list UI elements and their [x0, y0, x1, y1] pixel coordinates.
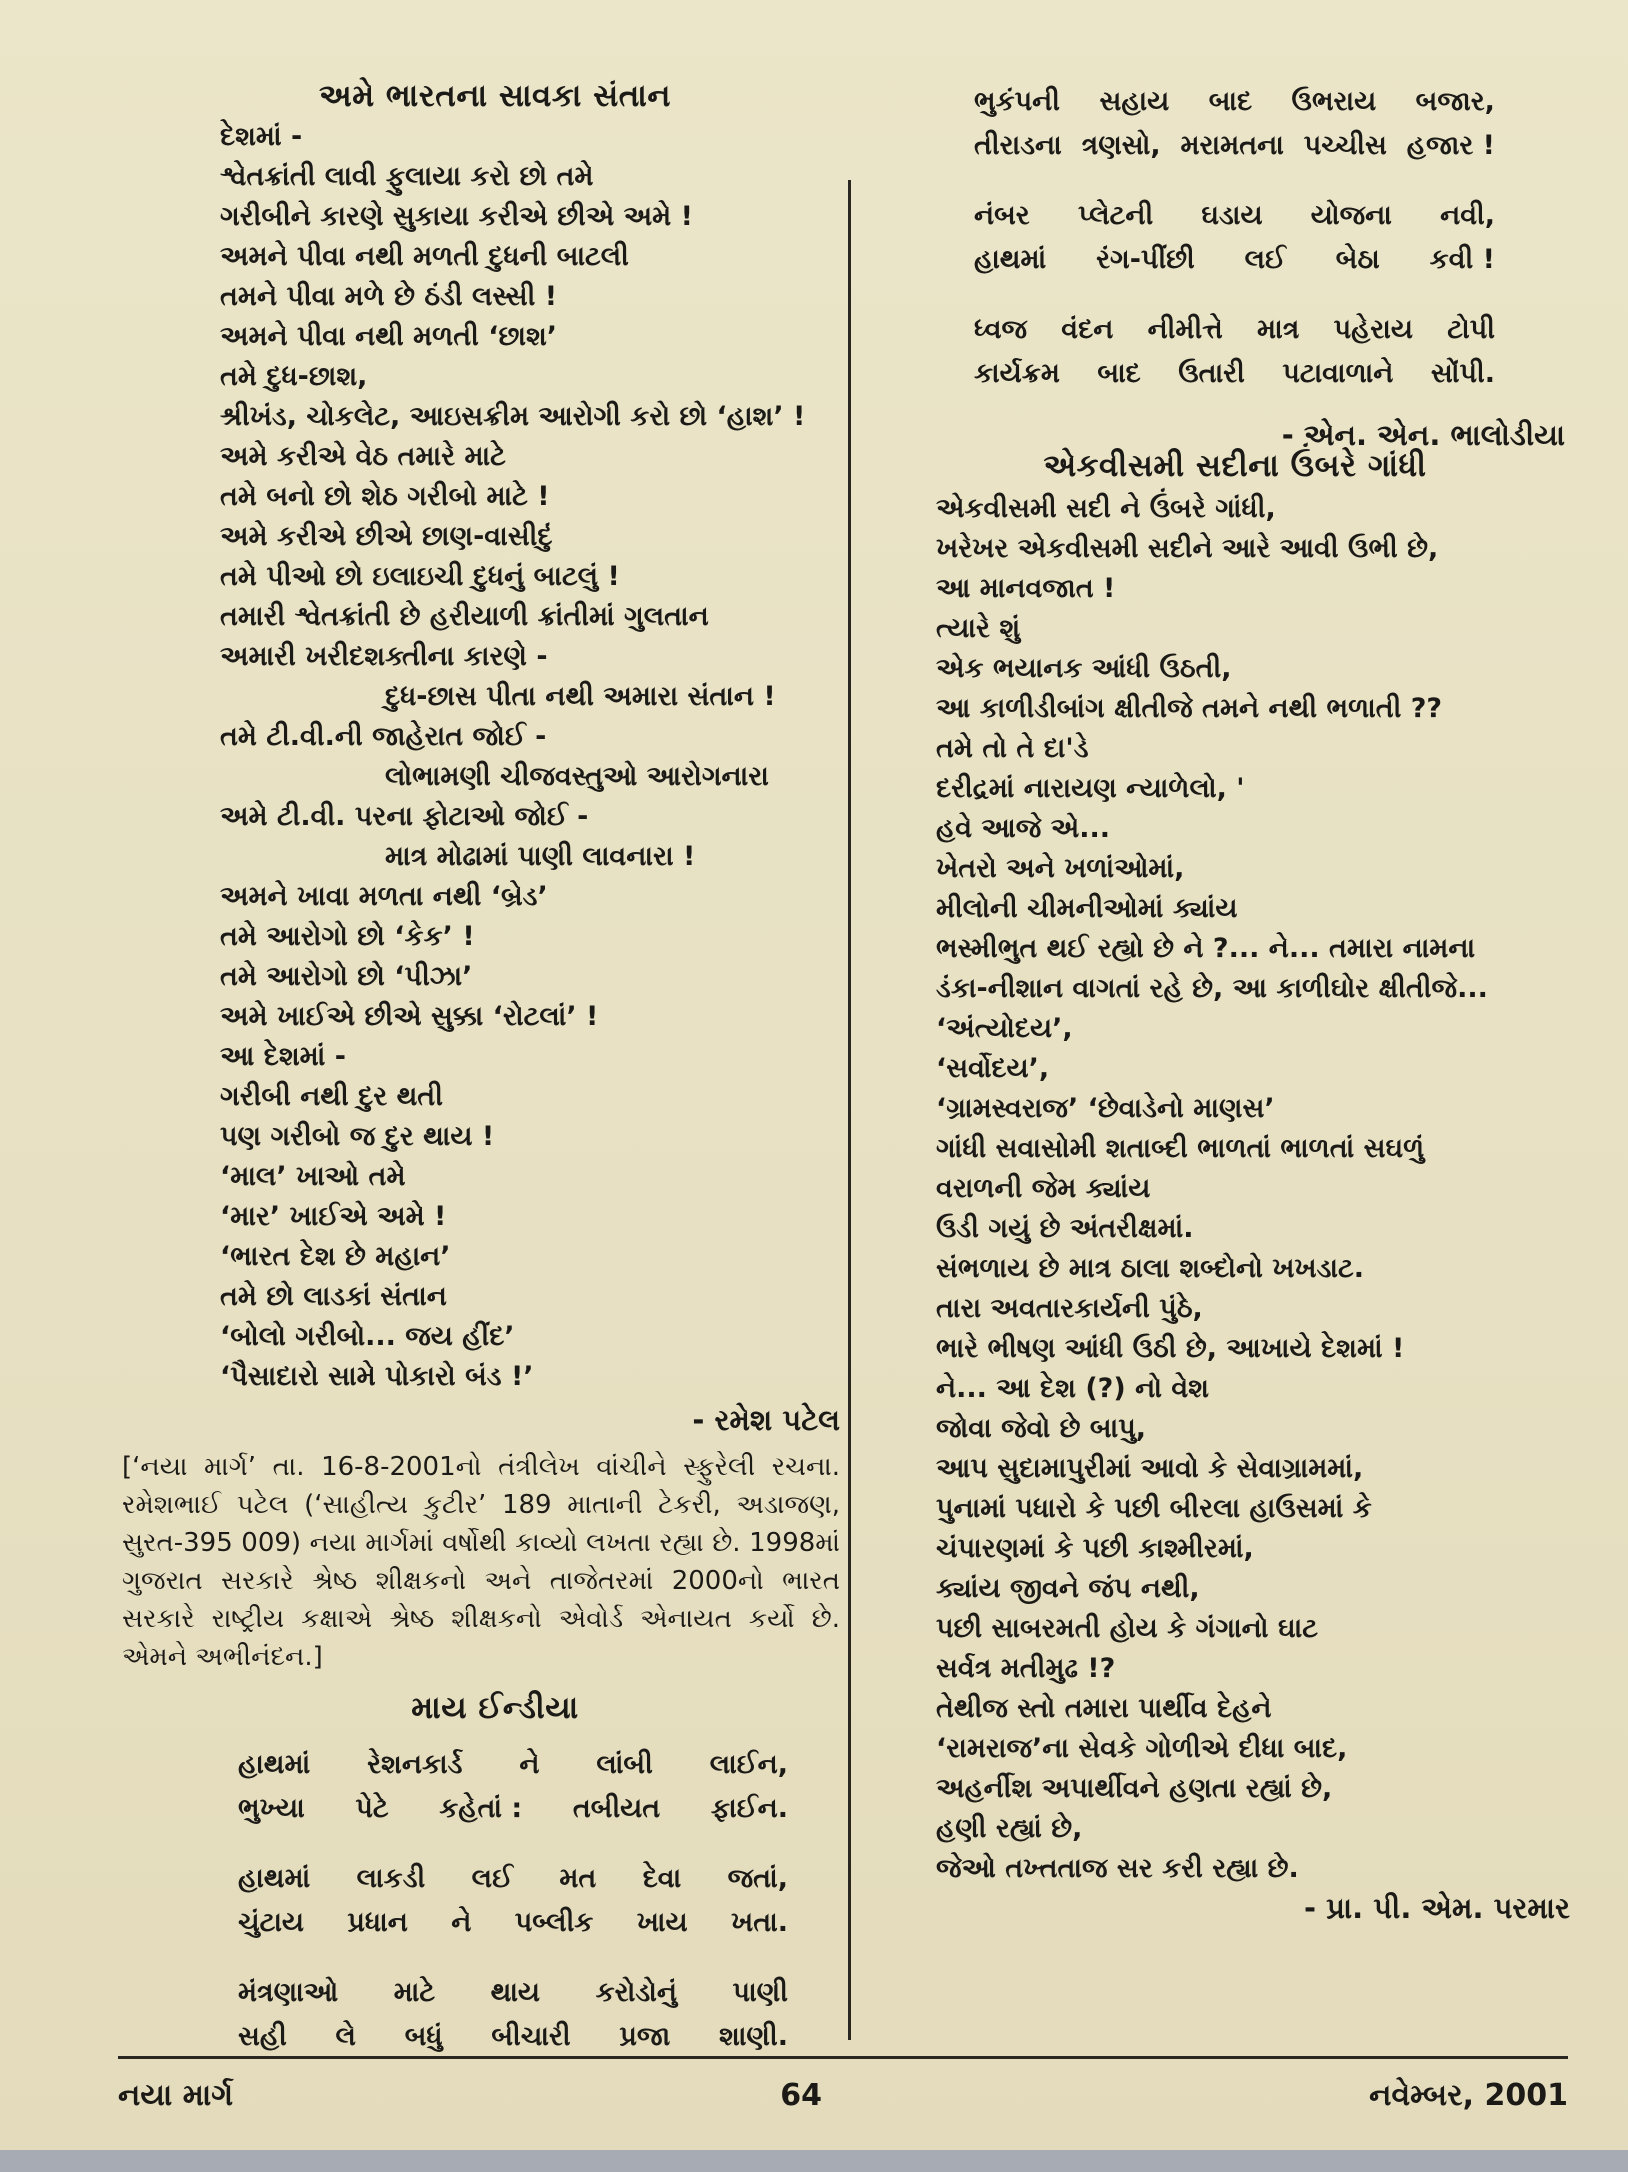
- couplet-word: પટાવાળાને: [1282, 358, 1394, 389]
- couplet-word: ભુખ્યા: [238, 1793, 305, 1824]
- couplet: [238, 1971, 788, 2059]
- couplet-word: રેશનકાર્ડ: [367, 1749, 463, 1780]
- footer-rule: [118, 2056, 1568, 2059]
- couplet-word: જતાં,: [727, 1863, 788, 1894]
- couplet-word: બજાર,: [1415, 86, 1495, 117]
- poem-2-author: - એન. એન. ભાલોડીયા: [1281, 418, 1565, 452]
- couplet-word: નંબર: [974, 200, 1030, 231]
- poem-line: ભસ્મીભુત થઈ રહ્યો છે ને ?... ને... તમારા નામના: [936, 933, 1476, 964]
- poem-line: પછી સાબરમતી હોય કે ગંગાનો ઘાટ: [936, 1613, 1318, 1644]
- poem-line: ‘માલ’ ખાઓ તમે: [220, 1161, 406, 1192]
- couplet-line: [974, 308, 1495, 352]
- poem-line: ગરીબીને કારણે સુકાયા કરીએ છીએ અમે !: [220, 201, 693, 232]
- couplet-word: મરામતના: [1180, 130, 1284, 161]
- poem-line: અહર્નીશ અપાર્થીવને હણતા રહ્યાં છે,: [936, 1773, 1333, 1804]
- couplet-word: ખતા.: [731, 1907, 788, 1938]
- couplet-word: હાથમાં: [238, 1863, 311, 1894]
- poem-line: અમારી ખરીદશક્તીના કારણે -: [220, 641, 548, 672]
- poem-1: [150, 78, 840, 1438]
- scan-edge: [0, 2150, 1628, 2172]
- couplet-word: નવી,: [1440, 200, 1495, 231]
- couplet-line: [974, 124, 1495, 168]
- couplet-line: [238, 1901, 788, 1945]
- poem-line: ‘અંત્યોદય’,: [936, 1013, 1073, 1044]
- couplet-line: [974, 194, 1495, 238]
- poem-2: [150, 1690, 840, 2085]
- couplet-word: મત: [559, 1863, 597, 1894]
- poem-line: ‘ભારત દેશ છે મહાન’: [220, 1241, 451, 1272]
- poem-line: તમે દુધ-છાશ,: [220, 361, 368, 392]
- couplet-word: હજાર !: [1406, 130, 1495, 161]
- poem-line: સંભળાય છે માત્ર ઠાલા શબ્દોનો ખખડાટ.: [936, 1253, 1365, 1284]
- couplet-word: ત્રણસો,: [1081, 130, 1161, 161]
- poem-2-continued-body: [900, 80, 1495, 396]
- poem-line: લોભામણી ચીજવસ્તુઓ આરોગનારા: [385, 761, 769, 792]
- couplet-line: [974, 352, 1495, 396]
- couplet-word: વંદન: [1061, 314, 1114, 345]
- couplet-word: સહાય: [1099, 86, 1170, 117]
- poem-line: અમે ખાઈએ છીએ સુક્કા ‘રોટલાં’ !: [220, 1001, 599, 1032]
- poem-1-body: [150, 117, 840, 1397]
- poem-2-continued: [900, 80, 1565, 453]
- couplet-word: લાંબી: [596, 1749, 653, 1780]
- couplet-word: હાથમાં: [974, 244, 1047, 275]
- couplet: [974, 308, 1495, 396]
- couplet-word: લઈ: [471, 1863, 513, 1894]
- poem-line: તેથીજ સ્તો તમારા પાર્થીવ દેહને: [936, 1693, 1272, 1724]
- couplet-word: ધ્વજ: [974, 314, 1028, 345]
- couplet-word: તીરાડના: [974, 130, 1062, 161]
- poem-line: આપ સુદામાપુરીમાં આવો કે સેવાગ્રામમાં,: [936, 1453, 1364, 1484]
- couplet-word: પ્રજા: [619, 2021, 671, 2052]
- couplet-word: સહી: [238, 2021, 287, 2052]
- poem-line: સર્વત્ર મતીમુઢ !?: [936, 1653, 1116, 1684]
- poem-line: ગાંધી સવાસોમી શતાબ્દી ભાળતાં ભાળતાં સઘળું: [936, 1133, 1425, 1164]
- couplet-word: બાદ: [1208, 86, 1253, 117]
- poem-line: તમે ટી.વી.ની જાહેરાત જોઈ -: [220, 721, 547, 752]
- poem-line: અમને ખાવા મળતા નથી ‘બ્રેડ’: [220, 881, 548, 912]
- poem-line: પણ ગરીબો જ દુર થાય !: [220, 1121, 495, 1152]
- poem-line: અમે ટી.વી. પરના ફોટાઓ જોઈ -: [220, 801, 589, 832]
- couplet-word: કાર્યક્રમ: [974, 358, 1060, 389]
- poem-line: હણી રહ્યાં છે,: [936, 1813, 1083, 1844]
- couplet-word: બેઠા: [1335, 244, 1380, 275]
- poem-line: તમે આરોગો છો ‘પીઝા’: [220, 961, 473, 992]
- column-divider: [848, 180, 851, 2040]
- couplet-word: ને: [519, 1749, 540, 1780]
- couplet-line: [974, 80, 1495, 124]
- couplet-word: બીચારી: [491, 2021, 571, 2052]
- couplet-word: નીમીત્તે: [1147, 314, 1223, 345]
- couplet-line: [974, 238, 1495, 282]
- couplet-word: મંત્રણાઓ: [238, 1977, 339, 2008]
- poem-3: [900, 448, 1570, 1926]
- couplet: [974, 80, 1495, 168]
- poem-line: તમે છો લાડકાં સંતાન: [220, 1281, 447, 1312]
- poem-line: ‘સર્વોદય’,: [936, 1053, 1050, 1084]
- poem-line: તમે બનો છો શેઠ ગરીબો માટે !: [220, 481, 550, 512]
- page-footer: [118, 2078, 1568, 2113]
- couplet-word: લે: [335, 2021, 356, 2052]
- couplet-line: [238, 1743, 788, 1787]
- poem-line: અમે કરીએ વેઠ તમારે માટે: [220, 441, 506, 472]
- poem-line: આ માનવજાત !: [936, 573, 1116, 604]
- couplet-line: [238, 1857, 788, 1901]
- poem-line: ભારે ભીષણ આંધી ઉઠી છે, આખાયે દેશમાં !: [936, 1333, 1405, 1364]
- couplet-word: તબીયત: [572, 1793, 661, 1824]
- couplet-word: હાથમાં: [238, 1749, 311, 1780]
- poem-line: તારા અવતારકાર્યની પુંઠે,: [936, 1293, 1203, 1324]
- couplet-word: યોજના: [1310, 200, 1392, 231]
- poem-line: એકવીસમી સદી ને ઉંબરે ગાંધી,: [936, 493, 1276, 524]
- couplet-word: બધું: [404, 2021, 443, 2052]
- couplet-line: [238, 1971, 788, 2015]
- couplet-word: કહેતાં :: [439, 1793, 523, 1824]
- couplet: [974, 194, 1495, 282]
- poem-line: શ્રીખંડ, ચોકલેટ, આઇસક્રીમ આરોગી કરો છો ‘હાશ’ !: [220, 401, 806, 432]
- poem-line: ત્યારે શું: [936, 613, 1021, 644]
- poem-line: દરીદ્રમાં નારાયણ ન્યાળેલો, ': [936, 773, 1245, 804]
- poem-line: દેશમાં -: [220, 121, 303, 152]
- couplet-line: [238, 2015, 788, 2059]
- poem-3-author: - પ્રા. પી. એમ. પરમાર: [1304, 1891, 1570, 1925]
- poem-line: ઉડી ગયું છે અંતરીક્ષમાં.: [936, 1213, 1194, 1244]
- poem-line: ‘પૈસાદારો સામે પોકારો બંડ !’: [220, 1361, 534, 1392]
- poem-3-title: એકવીસમી સદીના ઉંબરે ગાંધી: [1043, 448, 1427, 484]
- couplet-word: માટે: [393, 1977, 436, 2008]
- couplet-word: કવી !: [1429, 244, 1495, 275]
- editor-note: [‘નયા માર્ગ’ તા. 16-8-2001નો તંત્રીલેખ વાંચીને સ્ફુરેલી રચના. રમેશભાઈ પટેલ (‘સાહીત્ય કુટીર’ 189 માતાની ટેકરી, અડાજણ, સુરત-395 009) નયા માર્ગમાં વર્ષોથી કાવ્યો લખતા રહ્યા છે. 1998માં ગુજરાત સરકારે શ્રેષ્ઠ શીક્ષકનો અને તાજેતરમાં 2000નો ભારત સરકારે રાષ્ટ્રીય કક્ષાએ શ્રેષ્ઠ શીક્ષકનો એવોર્ડ એનાયત કર્યો છે. એમને અભીનંદન.]: [122, 1452, 840, 1672]
- poem-line: ક્યાંય જીવને જંપ નથી,: [936, 1573, 1200, 1604]
- poem-line: એક ભયાનક આંધી ઉઠતી,: [936, 653, 1232, 684]
- poem-line: અમે કરીએ છીએ છાણ-વાસીદું: [220, 521, 553, 552]
- poem-line: પુનામાં પધારો કે પછી બીરલા હાઉસમાં કે: [936, 1493, 1372, 1524]
- poem-line: ‘ગ્રામસ્વરાજ’ ‘છેવાડેનો માણસ’: [936, 1093, 1275, 1124]
- poem-line: ખેતરો અને ખળાંઓમાં,: [936, 853, 1185, 884]
- poem-line: આ દેશમાં -: [220, 1041, 346, 1072]
- couplet-word: પ્લેટની: [1077, 200, 1154, 231]
- poem-line: અમને પીવા નથી મળતી ‘છાશ’: [220, 321, 558, 352]
- couplet-word: ઘડાય: [1201, 200, 1263, 231]
- couplet-word: લાઈન,: [709, 1749, 788, 1780]
- poem-line: વરાળની જેમ ક્યાંય: [936, 1173, 1151, 1204]
- couplet-word: ટોપી: [1447, 314, 1495, 345]
- couplet-word: થાય: [490, 1977, 541, 2008]
- couplet-word: માત્ર: [1257, 314, 1300, 345]
- poem-line: માત્ર મોઢામાં પાણી લાવનારા !: [385, 841, 696, 872]
- poem-line: તમે આરોગો છો ‘કેક’ !: [220, 921, 475, 952]
- couplet-word: શાણી.: [719, 2021, 788, 2052]
- couplet-line: [238, 1787, 788, 1831]
- poem-line: દુધ-છાસ પીતા નથી અમારા સંતાન !: [385, 681, 776, 712]
- poem-2-title: માય ઈન્ડીયા: [411, 1690, 579, 1726]
- poem-1-author: - રમેશ પટેલ: [692, 1403, 840, 1437]
- couplet-word: ભુકંપની: [974, 86, 1061, 117]
- poem-2-body: [150, 1743, 840, 2059]
- couplet-word: રંગ-પીંછી: [1096, 244, 1195, 275]
- poem-line: ડંકા-નીશાન વાગતાં રહે છે, આ કાળીઘોર ક્ષીતીજે...: [936, 973, 1488, 1004]
- poem-line: હવે આજે એ...: [936, 813, 1110, 844]
- poem-line: ને... આ દેશ (?) નો વેશ: [936, 1373, 1209, 1404]
- couplet-word: સોંપી.: [1430, 358, 1495, 389]
- couplet-word: દેવા: [642, 1863, 682, 1894]
- poem-line: ‘બોલો ગરીબો... જય હીંદ’: [220, 1321, 515, 1352]
- couplet: [238, 1857, 788, 1945]
- poem-line: ચંપારણમાં કે પછી કાશ્મીરમાં,: [936, 1533, 1254, 1564]
- couplet-word: પાણી: [732, 1977, 788, 2008]
- poem-line: ગરીબી નથી દુર થતી: [220, 1081, 443, 1112]
- footer-magazine-name: નયા માર્ગ: [118, 2078, 234, 2113]
- couplet-word: ઉતારી: [1178, 358, 1245, 389]
- poem-line: જેઓ તખ્તતાજ સર કરી રહ્યા છે.: [936, 1853, 1299, 1884]
- poem-line: અમને પીવા નથી મળતી દુધની બાટલી: [220, 241, 629, 272]
- couplet-word: ફાઈન.: [710, 1793, 788, 1824]
- poem-line: તમને પીવા મળે છે ઠંડી લસ્સી !: [220, 281, 558, 312]
- poem-line: આ કાળીડીબાંગ ક્ષીતીજે તમને નથી ભળાતી ??: [936, 693, 1443, 724]
- poem-1-title: અમે ભારતના સાવકા સંતાન: [319, 78, 671, 114]
- poem-3-body: [900, 489, 1570, 1889]
- poem-line: જોવા જેવો છે બાપુ,: [936, 1413, 1146, 1444]
- poem-line: શ્વેતક્રાંતી લાવી ફુલાયા કરો છો તમે: [220, 161, 594, 192]
- poem-line: ખરેખર એકવીસમી સદીને આરે આવી ઉભી છે,: [936, 533, 1439, 564]
- footer-date: નવેમ્બર, 2001: [1369, 2078, 1568, 2113]
- poem-line: મીલોની ચીમનીઓમાં ક્યાંય: [936, 893, 1238, 924]
- couplet-word: ઉભરાય: [1291, 86, 1377, 117]
- poem-line: તમે તો તે દા'ડે: [936, 733, 1089, 764]
- couplet-word: બાદ: [1097, 358, 1141, 389]
- couplet-word: પચ્ચીસ: [1303, 130, 1387, 161]
- poem-line: ‘રામરાજ’ના સેવકે ગોળીએ દીધા બાદ,: [936, 1733, 1348, 1764]
- couplet-word: પહેરાય: [1333, 314, 1413, 345]
- couplet-word: ખાય: [636, 1907, 688, 1938]
- couplet-word: લાકડી: [356, 1863, 426, 1894]
- couplet-word: પ્રધાન: [347, 1907, 408, 1938]
- couplet-word: લઈ: [1244, 244, 1286, 275]
- couplet-word: ચુંટાય: [238, 1907, 305, 1938]
- poem-line: ‘માર’ ખાઈએ અમે !: [220, 1201, 447, 1232]
- couplet-word: કરોડોનું: [595, 1977, 678, 2008]
- poem-line: તમારી શ્વેતક્રાંતી છે હરીયાળી ક્રાંતીમાં ગુલતાન: [220, 601, 709, 632]
- couplet-word: પેટે: [355, 1793, 389, 1824]
- couplet: [238, 1743, 788, 1831]
- poem-line: તમે પીઓ છો ઇલાઇચી દુધનું બાટલું !: [220, 561, 620, 592]
- footer-page-number: 64: [780, 2078, 822, 2113]
- couplet-word: ને: [451, 1907, 472, 1938]
- couplet-word: પબ્લીક: [514, 1907, 594, 1938]
